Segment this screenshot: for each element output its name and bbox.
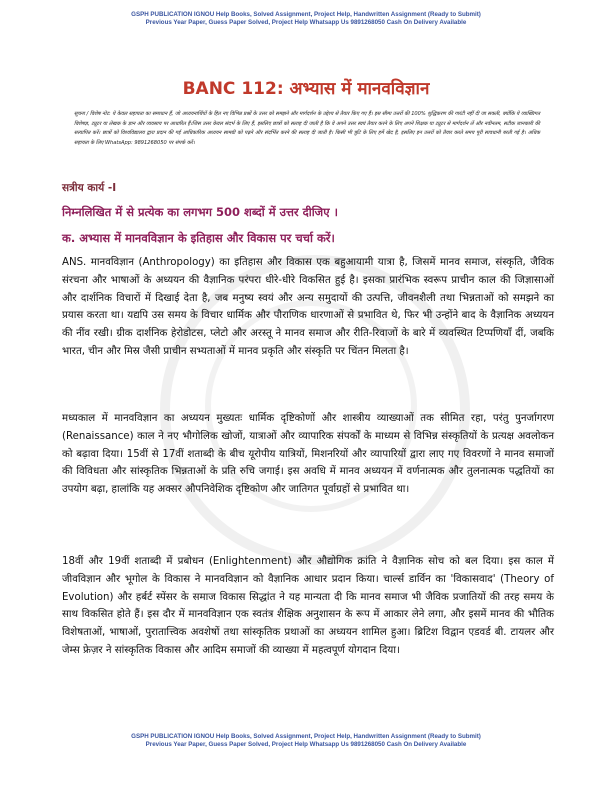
answer-paragraph-1: ANS. मानवविज्ञान (Anthropology) का इतिहास और विकास एक बहुआयामी यात्रा है, जिसमें मानव समाज, संस्कृति, जैविक संरचना और भाषाओं के अध्ययन की वैज्ञानिक परंपरा धीरे-धीरे विकसित हुई है। इसका प्रारंभिक स्वरूप प्राचीन काल की जिज्ञासाओं और दार्शनिक विचारों में दिखाई देता है, जब मनुष्य स्वयं और अन्य समुदायों की उत्पत्ति, जीवनशैली तथा भिन्नताओं को समझने का प्रयास करता था। यद्यपि उस समय के विचार धार्मिक और पौराणिक धारणाओं से प्रभावित थे, फिर भी उन्होंने बाद के वैज्ञानिक अध्ययन की नींव रखी। ग्रीक दार्शनिक हेरोडोटस, प्लेटो और अरस्तू ने मानव समाज और रीति-रिवाजों के बारे में व्यवस्थित टिप्पणियाँ दीं, जबकि भारत, चीन और मिस्र जैसी प्राचीन सभ्यताओं में मानव प्रकृति और संस्कृति पर चिंतन मिलता है। <box>62 257 554 357</box>
footer-line-1: GSPH PUBLICATION IGNOU Help Books, Solved Assignment, Project Help, Handwritten Assignment (Ready to Submit) <box>131 733 481 740</box>
answer-paragraph-3: 18वीं और 19वीं शताब्दी में प्रबोधन (Enlightenment) और औद्योगिक क्रांति ने वैज्ञानिक सोच को बल दिया। इस काल में जीवविज्ञान और भूगोल के विकास ने मानवविज्ञान को वैज्ञानिक आधार प्रदान किया। चार्ल्स डार्विन का 'विकासवाद' (Theory of Evolution) और हर्बर्ट स्पेंसर के समाज विकास सिद्धांत ने यह मान्यता दी कि मानव समाज भी जैविक प्रजातियों की तरह समय के साथ विकसित होते हैं। इस दौर में मानवविज्ञान एक स्वतंत्र शैक्षिक अनुशासन के रूप में आकार लेने लगा, और इसमें मानव की भौतिक विशेषताओं, भाषाओं, पुरातात्त्विक अवशेषों तथा सांस्कृतिक प्रथाओं का अध्ययन शामिल हुआ। ब्रिटिश विद्वान एडवर्ड बी. टायलर और जेम्स फ्रेज़र ने सांस्कृतिक विकास और आदिम समाजों की व्याख्या में महत्वपूर्ण योगदान दिया। <box>62 556 554 656</box>
instruction-heading: निम्नलिखित में से प्रत्येक का लगभग 500 शब्दों में उत्तर दीजिए । <box>62 205 338 219</box>
page-footer <box>0 733 612 749</box>
disclaimer-notice: सूचना / विशेष नोट: ये केवल सहायता का समाधान हैं, जो अध्ययनार्थियों के हित नए विभिन्न प्रश्नों के उत्तर को समझने और मार्गदर्शन के उद्देश्य से तैयार किए गए हैं। इस सीमा उत्तरों की 100% शुद्धिकरण की गारंटी नहीं दी जा सकती, क्योंकि ये व्याख्यिगत विशेषज्ञ, ट्यूटर या लेखक के ज्ञान और व्यवसाय पर आधारित हैं।जिस उत्तर केवल संदर्भ के लिए हैं, इसलिए छात्रों को सलाह दी जाती है कि वे अपने उत्तर स्वयं तैयार करने के लिए अपने शिक्षक या ट्यूटर से मार्गदर्शन लें और नवीनतम, सटीक जानकारी की सत्यापित करें। छात्रों को विश्वविद्यालय द्वारा प्रदान की गई आधिकारिक अध्ययन सामग्री को पढ़ने और संदर्भित करने की सलाह दी जाती है। किसी भी त्रुटि के लिए हमें खेद है, इसलिए इन उत्तरों को तैयार करते समय पूरी सावधानी बरती गई है। अधिक सहायता के लिए WhatsApp: 9891268050 पर संपर्क करें। <box>74 111 540 146</box>
page-header <box>0 11 612 27</box>
footer-line-2: Previous Year Paper, Guess Paper Solved, Project Help Whatsapp Us 9891268050 Cash On Delivery Available <box>145 741 467 748</box>
page-title: BANC 112: अभ्यास में मानवविज्ञान <box>182 79 430 99</box>
question-heading: क. अभ्यास में मानवविज्ञान के इतिहास और विकास पर चर्चा करें। <box>62 231 335 245</box>
header-line-2: Previous Year Paper, Guess Paper Solved, Project Help Whatsapp Us 9891268050 Cash On Delivery Available <box>145 19 467 26</box>
section-label: सत्रीय कार्य -I <box>62 182 117 194</box>
answer-paragraph-2: मध्यकाल में मानवविज्ञान का अध्ययन मुख्यतः धार्मिक दृष्टिकोणों और शास्त्रीय व्याख्याओं तक सीमित रहा, परंतु पुनर्जागरण (Renaissance) काल ने नए भौगोलिक खोजों, यात्राओं और व्यापारिक संपर्कों के माध्यम से विभिन्न संस्कृतियों के प्रत्यक्ष अवलोकन को बढ़ावा दिया। 15वीं से 17वीं शताब्दी के बीच यूरोपीय यात्रियों, मिशनरियों और व्यापारियों द्वारा लाए गए विवरणों ने मानव समाजों की विविधता और सांस्कृतिक भिन्नताओं के प्रति रुचि जगाई। इस अवधि में मानव अध्ययन में वर्णनात्मक और तुलनात्मक पद्धतियों का उपयोग बढ़ा, हालांकि यह अक्सर औपनिवेशिक दृष्टिकोण और जातिगत पूर्वाग्रहों से प्रभावित था। <box>62 413 554 496</box>
header-line-1: GSPH PUBLICATION IGNOU Help Books, Solved Assignment, Project Help, Handwritten Assignment (Ready to Submit) <box>131 11 481 18</box>
